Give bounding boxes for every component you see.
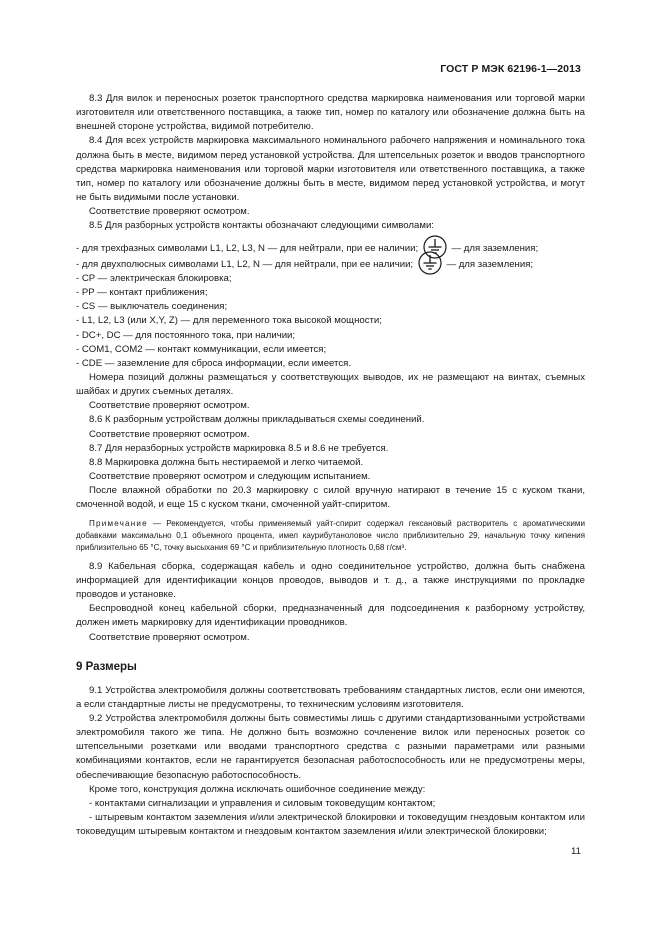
note — [76, 518, 585, 555]
document-header: ГОСТ Р МЭК 62196-1—2013 — [440, 63, 581, 75]
also-text: Кроме того, конструкция должна исключать ошибочное соединение между: — [89, 783, 426, 795]
three-phase-text: - для трехфазных символами L1, L2, L3, N — для нейтрали, при ее наличии; — [76, 242, 419, 254]
three-phase-line — [76, 242, 585, 256]
list-item: - L1, L2, L3 (или X,Y, Z) — для переменного тока высокой мощности; — [76, 315, 382, 327]
section-title: 9 Размеры — [76, 660, 137, 673]
compliance-check: Соответствие проверяют осмотром. — [89, 400, 250, 412]
paragraph-9-2: 9.2 Устройства электромобиля должны быть совместимы лишь с другими стандартизованными устройствами электромобиля такого же типа. Не должно быть возможно сочленение вилок или переносных розеток со штепсельными розетками или вводами транспортного средства с разными параметрами или разными комбинациями контактов, если не гарантируется безопасная работоспособность или не предусмотрены меры, обеспечивающие безопасную работоспособность. — [76, 713, 585, 781]
list-item: - CP — электрическая блокировка; — [76, 272, 232, 284]
two-pole-text: - для двухполюсных символами L1, L2, N — для нейтрали, при ее наличии; — [76, 258, 414, 270]
page-number: 11 — [571, 846, 581, 857]
two-pole-ground-text: — для заземления; — [446, 258, 534, 270]
paragraph-8-3: 8.3 Для вилок и переносных розеток транспортного средства маркировка наименования или торговой марки изготовителя или ответственного поставщика, а также тип, номер по каталогу или обозначение должна быть на внешней стороне устройства, видимой потребителю. — [76, 93, 585, 133]
wireless-end: Беспроводной конец кабельной сборки, предназначенный для подсоединения к разборному устройству, должен иметь маркировку для идентификации проводников. — [76, 603, 585, 629]
list-item: - DC+, DC — для постоянного тока, при наличии; — [76, 329, 296, 341]
paragraph-8-4: 8.4 Для всех устройств маркировка максимального номинального рабочего напряжения и номинального тока должна быть в месте, видимом перед установкой устройства. Для штепсельных розеток и вводов транспортного средства маркировка наименования или торговой марки изготовителя или ответственного поставщика, а также тип, номер по каталогу или обозначение должны быть в месте, видимом перед установкой устройства, и могут не быть видимыми после установки. — [76, 135, 585, 204]
list-item: - PP — контакт приближения; — [76, 287, 208, 299]
list-item: - штыревым контактом заземления и/или электрической блокировки и токоведущим гнездовым контактом или токоведущим штыревым контактом и гнездовым контактом заземления и/или электрической блокировки; — [76, 812, 585, 838]
three-phase-ground-text: — для заземления; — [451, 242, 539, 254]
compliance-check: Соответствие проверяют осмотром. — [89, 428, 250, 440]
compliance-check: Соответствие проверяют осмотром. — [89, 206, 250, 218]
list-item: - CS — выключатель соединения; — [76, 301, 228, 313]
paragraph-8-7: 8.7 Для неразборных устройств маркировка 8.5 и 8.6 не требуется. — [89, 442, 389, 454]
compliance-check: Соответствие проверяют осмотром и следующим испытанием. — [89, 471, 371, 483]
note-text: — Рекомендуется, чтобы применяемый уайт-спирит содержал гексановый растворитель с ароматическими добавками максимально 0,1 объемного процента, имел каурибутаноловое число приблизительно 29, начальную точку кипения приблизительно 65 °С, точку высыхания 69 °С и приблизительную плотность 0,68 г/см³. — [76, 518, 586, 553]
document-body — [76, 92, 585, 839]
protective-earth-icon — [418, 251, 442, 275]
compliance-check: Соответствие проверяют осмотром. — [89, 631, 250, 643]
list-item: - CDE — заземление для сброса информации, если имеется. — [76, 357, 352, 369]
humid-treatment: После влажной обработки по 20.3 маркировку с силой вручную натирают в течение 15 с куском ткани, смоченной водой, и еще 15 с куском ткани, смоченной уайт-спиритом. — [76, 485, 585, 511]
paragraph-8-6: 8.6 К разборным устройствам должны прикладываться схемы соединений. — [89, 414, 425, 426]
list-item: - COM1, COM2 — контакт коммуникации, если имеется; — [76, 343, 327, 355]
list-item: - контактами сигнализации и управления и силовым токоведущим контактом; — [89, 797, 436, 809]
two-pole-line — [76, 258, 585, 272]
paragraph-9-1: 9.1 Устройства электромобиля должны соответствовать требованиям стандартных листов, если они имеются, а если стандартные листы не предусмотрены, то техническим условиям изготовителя. — [76, 684, 585, 710]
position-numbers: Номера позиций должны размещаться у соответствующих выводов, их не размещают на винтах, съемных шайбах и других съемных деталях. — [76, 371, 585, 398]
note-label: Примечание — [89, 518, 148, 528]
paragraph-8-5: 8.5 Для разборных устройств контакты обозначают следующими символами: — [89, 220, 434, 232]
paragraph-8-9: 8.9 Кабельная сборка, содержащая кабель и одно соединительное устройство, должна быть снабжена информацией для идентификации концов проводов, выводов и т. д., а также инструкциями по прокладке проводов и установке. — [76, 560, 585, 601]
paragraph-8-8: 8.8 Маркировка должна быть нестираемой и легко читаемой. — [89, 456, 364, 468]
